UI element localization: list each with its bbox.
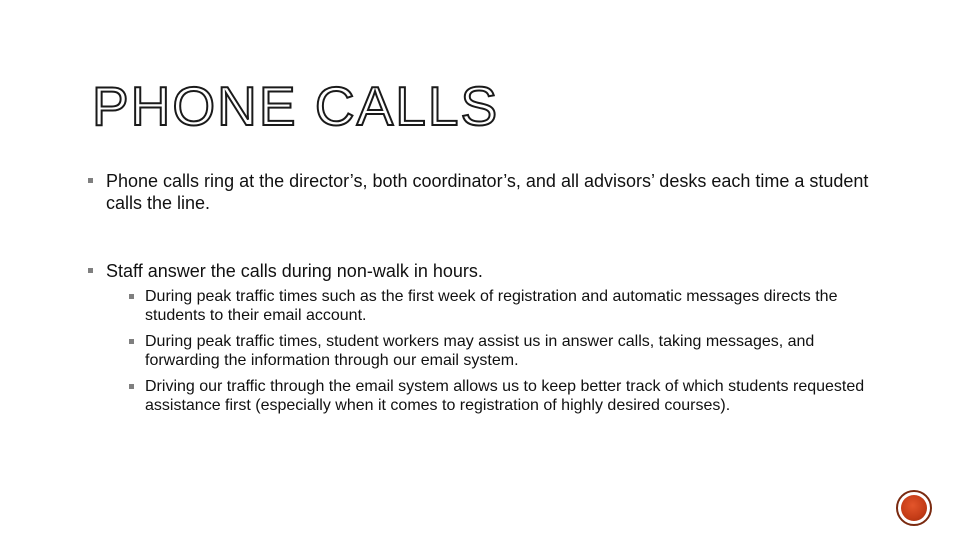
- square-bullet-icon: [88, 268, 93, 273]
- subbullet-list: [106, 287, 888, 415]
- slide-body: [88, 170, 888, 415]
- subbullet-text: Driving our traffic through the email system allows us to keep better track of which students requested assistance first (especially when it comes to registration of highly desired courses).: [145, 378, 865, 414]
- bullet-text: Phone calls ring at the director’s, both coordinator’s, and all advisors’ desks each time a student calls the line.: [106, 171, 869, 213]
- emblem-center: [901, 495, 927, 521]
- bullet-item: [88, 170, 888, 214]
- square-bullet-icon: [129, 339, 134, 344]
- square-bullet-icon: [129, 294, 134, 299]
- bullet-item: [88, 260, 888, 415]
- subbullet-item: [124, 377, 888, 415]
- subbullet-text: During peak traffic times such as the first week of registration and automatic messages directs the students to their email account.: [145, 288, 838, 324]
- subbullet-text: During peak traffic times, student workers may assist us in answer calls, taking messages, and forwarding the information through our email system.: [145, 333, 815, 369]
- circular-emblem-icon: [896, 490, 932, 526]
- square-bullet-icon: [129, 384, 134, 389]
- slide-title: PHONE CALLS: [92, 75, 500, 137]
- bullet-text: Staff answer the calls during non-walk in hours.: [106, 261, 483, 281]
- square-bullet-icon: [88, 178, 93, 183]
- subbullet-item: [124, 287, 888, 325]
- subbullet-item: [124, 332, 888, 370]
